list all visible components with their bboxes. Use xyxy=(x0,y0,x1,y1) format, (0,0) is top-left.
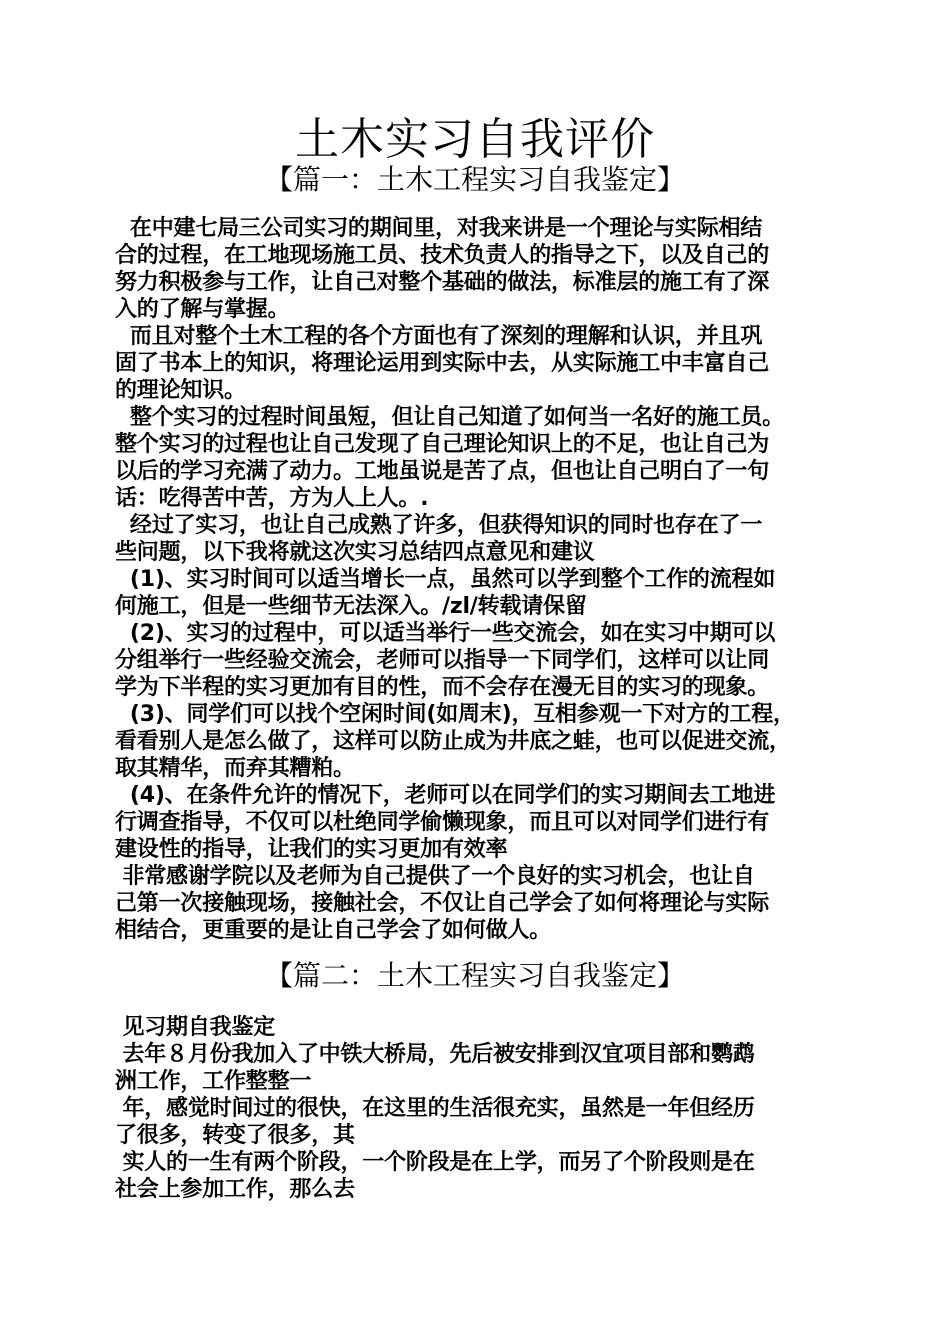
text-line: 看看别人是怎么做了，这样可以防止成为井底之蛙，也可以促进交流， xyxy=(115,729,791,754)
text-line: 在中建七局三公司实习的期间里，对我来讲是一个理论与实际相结 xyxy=(115,216,763,241)
text-line: 非常感谢学院以及老师为自己提供了一个良好的实习机会，也让自 xyxy=(115,864,755,889)
text-line: 年，感觉时间过的很快，在这里的生活很充实，虽然是一年但经历 xyxy=(115,1096,755,1121)
text-line: 合的过程，在工地现场施工员、技术负责人的指导之下，以及自己的 xyxy=(115,243,770,268)
section1-body xyxy=(115,215,855,944)
text-line: 洲工作，工作整整一 xyxy=(115,1069,312,1094)
text-line: (2)、实习的过程中，可以适当举行一些交流会，如在实习中期可以 xyxy=(115,621,776,646)
text-line: 相结合，更重要的是让自己学会了如何做人。 xyxy=(115,918,552,943)
text-line: 何施工，但是一些细节无法深入。/zl/转载请保留 xyxy=(115,594,587,619)
text-line: 分组举行一些经验交流会，老师可以指导一下同学们，这样可以让同 xyxy=(115,648,770,673)
text-line: 而且对整个土木工程的各个方面也有了深刻的理解和认识，并且巩 xyxy=(115,324,763,349)
text-line: 去年８月份我加入了中铁大桥局，先后被安排到汉宜项目部和鹦鹉 xyxy=(115,1042,755,1067)
text-line: 学为下半程的实习更加有目的性，而不会存在漫无目的实习的现象。 xyxy=(115,675,770,700)
text-line: 整个实习的过程也让自己发现了自己理论知识上的不足，也让自己为 xyxy=(115,432,770,457)
text-line: 己第一次接触现场，接触社会，不仅让自己学会了如何将理论与实际 xyxy=(115,891,770,916)
text-line: 些问题，以下我将就这次实习总结四点意见和建议 xyxy=(115,540,595,565)
section2-body xyxy=(115,1014,855,1203)
text-line: 整个实习的过程时间虽短，但让自己知道了如何当一名好的施工员。 xyxy=(115,405,784,430)
text-line: (3)、同学们可以找个空闲时间(如周末)，互相参观一下对方的工程， xyxy=(115,702,795,727)
text-line: 取其精华，而弃其糟粕。 xyxy=(115,756,355,781)
text-line: (4)、在条件允许的情况下，老师可以在同学们的实习期间去工地进 xyxy=(115,783,776,808)
section1-heading: 【篇一：土木工程实习自我鉴定】 xyxy=(264,163,685,196)
text-line: 社会上参加工作，那么去 xyxy=(115,1177,355,1202)
text-line: 见习期自我鉴定 xyxy=(115,1015,276,1040)
text-line: 了很多，转变了很多，其 xyxy=(115,1123,355,1148)
text-line: 入的了解与掌握。 xyxy=(115,297,290,322)
document-title: 土木实习自我评价 xyxy=(295,114,655,165)
section2-heading: 【篇二：土木工程实习自我鉴定】 xyxy=(264,959,685,992)
text-line: (1)、实习时间可以适当增长一点，虽然可以学到整个工作的流程如 xyxy=(115,567,776,592)
text-line: 的理论知识。 xyxy=(115,378,246,403)
text-line: 以后的学习充满了动力。工地虽说是苦了点，但也让自己明白了一句 xyxy=(115,459,770,484)
text-line: 话：吃得苦中苦，方为人上人。. xyxy=(115,486,429,511)
text-line: 实人的一生有两个阶段，一个阶段是在上学，而另了个阶段则是在 xyxy=(115,1150,755,1175)
text-line: 经过了实习，也让自己成熟了许多，但获得知识的同时也存在了一 xyxy=(115,513,763,538)
text-line: 行调查指导，不仅可以杜绝同学偷懒现象，而且可以对同学们进行有 xyxy=(115,810,770,835)
text-line: 固了书本上的知识，将理论运用到实际中去，从实际施工中丰富自己 xyxy=(115,351,770,376)
text-line: 努力积极参与工作，让自己对整个基础的做法，标准层的施工有了深 xyxy=(115,270,770,295)
text-line: 建设性的指导，让我们的实习更加有效率 xyxy=(115,837,508,862)
